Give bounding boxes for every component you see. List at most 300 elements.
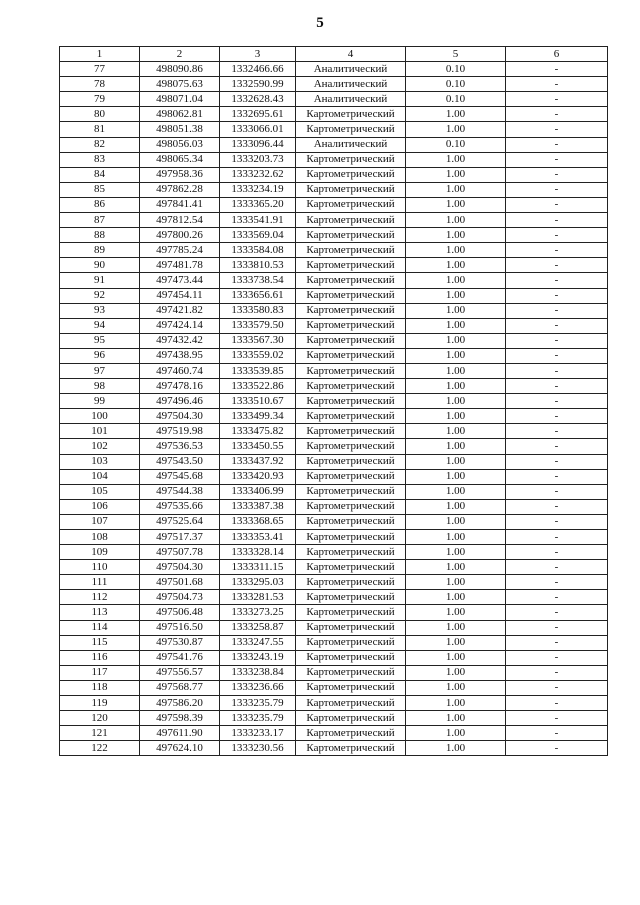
note-cell: - [506, 288, 608, 303]
accuracy-cell: 1.00 [406, 711, 506, 726]
method-cell: Картометрический [296, 318, 406, 333]
table-row [60, 167, 608, 182]
x-coordinate-cell: 497516.50 [140, 620, 220, 635]
y-coordinate-cell: 1333539.85 [220, 363, 296, 378]
table-row [60, 197, 608, 212]
x-coordinate-cell: 497504.30 [140, 409, 220, 424]
point-number-cell: 90 [60, 258, 140, 273]
x-coordinate-cell: 497506.48 [140, 605, 220, 620]
note-cell: - [506, 348, 608, 363]
y-coordinate-cell: 1333584.08 [220, 243, 296, 258]
x-coordinate-cell: 498071.04 [140, 92, 220, 107]
y-coordinate-cell: 1333510.67 [220, 394, 296, 409]
point-number-cell: 101 [60, 424, 140, 439]
method-cell: Картометрический [296, 499, 406, 514]
y-coordinate-cell: 1332466.66 [220, 62, 296, 77]
x-coordinate-cell: 497535.66 [140, 499, 220, 514]
note-cell: - [506, 213, 608, 228]
note-cell: - [506, 92, 608, 107]
point-number-cell: 98 [60, 379, 140, 394]
accuracy-cell: 1.00 [406, 454, 506, 469]
x-coordinate-cell: 498090.86 [140, 62, 220, 77]
column-header-1: 1 [60, 47, 140, 62]
x-coordinate-cell: 497481.78 [140, 258, 220, 273]
page-number: 5 [316, 15, 324, 31]
method-cell: Картометрический [296, 409, 406, 424]
point-number-cell: 87 [60, 213, 140, 228]
note-cell: - [506, 469, 608, 484]
point-number-cell: 122 [60, 741, 140, 756]
x-coordinate-cell: 497624.10 [140, 741, 220, 756]
accuracy-cell: 1.00 [406, 424, 506, 439]
y-coordinate-cell: 1333420.93 [220, 469, 296, 484]
table-row [60, 620, 608, 635]
method-cell: Картометрический [296, 665, 406, 680]
method-cell: Аналитический [296, 62, 406, 77]
x-coordinate-cell: 497800.26 [140, 228, 220, 243]
y-coordinate-cell: 1333235.79 [220, 696, 296, 711]
point-number-cell: 112 [60, 590, 140, 605]
point-number-cell: 109 [60, 545, 140, 560]
note-cell: - [506, 303, 608, 318]
y-coordinate-cell: 1332695.61 [220, 107, 296, 122]
point-number-cell: 86 [60, 197, 140, 212]
y-coordinate-cell: 1333243.19 [220, 650, 296, 665]
method-cell: Картометрический [296, 560, 406, 575]
x-coordinate-cell: 497473.44 [140, 273, 220, 288]
table-row [60, 182, 608, 197]
x-coordinate-cell: 497598.39 [140, 711, 220, 726]
accuracy-cell: 1.00 [406, 197, 506, 212]
table-row [60, 560, 608, 575]
y-coordinate-cell: 1333738.54 [220, 273, 296, 288]
note-cell: - [506, 635, 608, 650]
y-coordinate-cell: 1333233.17 [220, 726, 296, 741]
accuracy-cell: 1.00 [406, 650, 506, 665]
y-coordinate-cell: 1333406.99 [220, 484, 296, 499]
method-cell: Картометрический [296, 333, 406, 348]
table-row [60, 635, 608, 650]
accuracy-cell: 0.10 [406, 62, 506, 77]
y-coordinate-cell: 1333230.56 [220, 741, 296, 756]
table-row [60, 605, 608, 620]
method-cell: Картометрический [296, 635, 406, 650]
y-coordinate-cell: 1333580.83 [220, 303, 296, 318]
note-cell: - [506, 711, 608, 726]
point-number-cell: 79 [60, 92, 140, 107]
accuracy-cell: 1.00 [406, 545, 506, 560]
table-row [60, 454, 608, 469]
method-cell: Картометрический [296, 575, 406, 590]
x-coordinate-cell: 497862.28 [140, 182, 220, 197]
accuracy-cell: 1.00 [406, 363, 506, 378]
y-coordinate-cell: 1333656.61 [220, 288, 296, 303]
note-cell: - [506, 530, 608, 545]
accuracy-cell: 1.00 [406, 258, 506, 273]
point-number-cell: 110 [60, 560, 140, 575]
method-cell: Картометрический [296, 680, 406, 695]
method-cell: Картометрический [296, 348, 406, 363]
method-cell: Картометрический [296, 605, 406, 620]
note-cell: - [506, 333, 608, 348]
accuracy-cell: 1.00 [406, 726, 506, 741]
method-cell: Картометрический [296, 620, 406, 635]
table-row [60, 499, 608, 514]
x-coordinate-cell: 497454.11 [140, 288, 220, 303]
method-cell: Картометрический [296, 394, 406, 409]
note-cell: - [506, 424, 608, 439]
table-row [60, 243, 608, 258]
note-cell: - [506, 258, 608, 273]
table-row [60, 288, 608, 303]
accuracy-cell: 1.00 [406, 152, 506, 167]
note-cell: - [506, 228, 608, 243]
accuracy-cell: 1.00 [406, 665, 506, 680]
table-row [60, 484, 608, 499]
point-number-cell: 82 [60, 137, 140, 152]
x-coordinate-cell: 497525.64 [140, 514, 220, 529]
point-number-cell: 92 [60, 288, 140, 303]
table-body [60, 62, 608, 756]
accuracy-cell: 0.10 [406, 137, 506, 152]
table-row [60, 726, 608, 741]
y-coordinate-cell: 1333281.53 [220, 590, 296, 605]
y-coordinate-cell: 1333541.91 [220, 213, 296, 228]
x-coordinate-cell: 498051.38 [140, 122, 220, 137]
point-number-cell: 119 [60, 696, 140, 711]
point-number-cell: 96 [60, 348, 140, 363]
note-cell: - [506, 484, 608, 499]
accuracy-cell: 1.00 [406, 107, 506, 122]
table-row [60, 318, 608, 333]
method-cell: Картометрический [296, 711, 406, 726]
note-cell: - [506, 575, 608, 590]
note-cell: - [506, 243, 608, 258]
note-cell: - [506, 680, 608, 695]
method-cell: Картометрический [296, 439, 406, 454]
accuracy-cell: 1.00 [406, 605, 506, 620]
y-coordinate-cell: 1333569.04 [220, 228, 296, 243]
method-cell: Картометрический [296, 273, 406, 288]
table-row [60, 514, 608, 529]
point-number-cell: 118 [60, 680, 140, 695]
column-header-3: 3 [220, 47, 296, 62]
method-cell: Картометрический [296, 122, 406, 137]
x-coordinate-cell: 497586.20 [140, 696, 220, 711]
x-coordinate-cell: 497421.82 [140, 303, 220, 318]
method-cell: Картометрический [296, 258, 406, 273]
note-cell: - [506, 122, 608, 137]
column-header-4: 4 [296, 47, 406, 62]
x-coordinate-cell: 497611.90 [140, 726, 220, 741]
table-row [60, 469, 608, 484]
accuracy-cell: 1.00 [406, 680, 506, 695]
note-cell: - [506, 137, 608, 152]
note-cell: - [506, 560, 608, 575]
point-number-cell: 116 [60, 650, 140, 665]
accuracy-cell: 1.00 [406, 696, 506, 711]
method-cell: Картометрический [296, 590, 406, 605]
table-row [60, 77, 608, 92]
accuracy-cell: 1.00 [406, 635, 506, 650]
point-number-cell: 78 [60, 77, 140, 92]
method-cell: Картометрический [296, 545, 406, 560]
note-cell: - [506, 167, 608, 182]
accuracy-cell: 1.00 [406, 348, 506, 363]
point-number-cell: 89 [60, 243, 140, 258]
y-coordinate-cell: 1333365.20 [220, 197, 296, 212]
accuracy-cell: 1.00 [406, 514, 506, 529]
x-coordinate-cell: 497496.46 [140, 394, 220, 409]
y-coordinate-cell: 1333234.19 [220, 182, 296, 197]
accuracy-cell: 0.10 [406, 92, 506, 107]
note-cell: - [506, 499, 608, 514]
x-coordinate-cell: 497460.74 [140, 363, 220, 378]
y-coordinate-cell: 1333559.02 [220, 348, 296, 363]
method-cell: Картометрический [296, 530, 406, 545]
point-number-cell: 85 [60, 182, 140, 197]
table-row [60, 409, 608, 424]
point-number-cell: 105 [60, 484, 140, 499]
y-coordinate-cell: 1333295.03 [220, 575, 296, 590]
note-cell: - [506, 726, 608, 741]
y-coordinate-cell: 1333810.53 [220, 258, 296, 273]
method-cell: Картометрический [296, 167, 406, 182]
y-coordinate-cell: 1333273.25 [220, 605, 296, 620]
note-cell: - [506, 605, 608, 620]
point-number-cell: 117 [60, 665, 140, 680]
table-row [60, 213, 608, 228]
point-number-cell: 121 [60, 726, 140, 741]
x-coordinate-cell: 498062.81 [140, 107, 220, 122]
y-coordinate-cell: 1333522.86 [220, 379, 296, 394]
table-row [60, 696, 608, 711]
table-row [60, 152, 608, 167]
accuracy-cell: 1.00 [406, 409, 506, 424]
accuracy-cell: 1.00 [406, 318, 506, 333]
method-cell: Аналитический [296, 137, 406, 152]
x-coordinate-cell: 497507.78 [140, 545, 220, 560]
table-row [60, 424, 608, 439]
note-cell: - [506, 696, 608, 711]
x-coordinate-cell: 497530.87 [140, 635, 220, 650]
y-coordinate-cell: 1333235.79 [220, 711, 296, 726]
accuracy-cell: 1.00 [406, 303, 506, 318]
table-row [60, 228, 608, 243]
method-cell: Картометрический [296, 514, 406, 529]
note-cell: - [506, 107, 608, 122]
accuracy-cell: 1.00 [406, 499, 506, 514]
point-number-cell: 100 [60, 409, 140, 424]
point-number-cell: 97 [60, 363, 140, 378]
y-coordinate-cell: 1333450.55 [220, 439, 296, 454]
column-header-5: 5 [406, 47, 506, 62]
note-cell: - [506, 545, 608, 560]
x-coordinate-cell: 497568.77 [140, 680, 220, 695]
x-coordinate-cell: 497424.14 [140, 318, 220, 333]
column-header-2: 2 [140, 47, 220, 62]
accuracy-cell: 1.00 [406, 243, 506, 258]
table-row [60, 122, 608, 137]
method-cell: Картометрический [296, 424, 406, 439]
point-number-cell: 77 [60, 62, 140, 77]
method-cell: Картометрический [296, 243, 406, 258]
accuracy-cell: 0.10 [406, 77, 506, 92]
y-coordinate-cell: 1333236.66 [220, 680, 296, 695]
method-cell: Картометрический [296, 288, 406, 303]
point-number-cell: 95 [60, 333, 140, 348]
table-row [60, 348, 608, 363]
y-coordinate-cell: 1333353.41 [220, 530, 296, 545]
note-cell: - [506, 665, 608, 680]
y-coordinate-cell: 1333247.55 [220, 635, 296, 650]
x-coordinate-cell: 497812.54 [140, 213, 220, 228]
x-coordinate-cell: 497841.41 [140, 197, 220, 212]
x-coordinate-cell: 497504.73 [140, 590, 220, 605]
y-coordinate-cell: 1333311.15 [220, 560, 296, 575]
table-row [60, 575, 608, 590]
method-cell: Картометрический [296, 363, 406, 378]
note-cell: - [506, 379, 608, 394]
note-cell: - [506, 318, 608, 333]
table-row [60, 333, 608, 348]
accuracy-cell: 1.00 [406, 484, 506, 499]
x-coordinate-cell: 497536.53 [140, 439, 220, 454]
table-row [60, 273, 608, 288]
y-coordinate-cell: 1333203.73 [220, 152, 296, 167]
method-cell: Картометрический [296, 213, 406, 228]
accuracy-cell: 1.00 [406, 379, 506, 394]
method-cell: Картометрический [296, 228, 406, 243]
table-row [60, 741, 608, 756]
accuracy-cell: 1.00 [406, 122, 506, 137]
y-coordinate-cell: 1333066.01 [220, 122, 296, 137]
note-cell: - [506, 182, 608, 197]
y-coordinate-cell: 1333567.30 [220, 333, 296, 348]
point-number-cell: 113 [60, 605, 140, 620]
accuracy-cell: 1.00 [406, 439, 506, 454]
table-row [60, 590, 608, 605]
y-coordinate-cell: 1333328.14 [220, 545, 296, 560]
header-row [60, 47, 608, 62]
y-coordinate-cell: 1333499.34 [220, 409, 296, 424]
accuracy-cell: 1.00 [406, 575, 506, 590]
x-coordinate-cell: 497517.37 [140, 530, 220, 545]
accuracy-cell: 1.00 [406, 167, 506, 182]
x-coordinate-cell: 497478.16 [140, 379, 220, 394]
method-cell: Картометрический [296, 484, 406, 499]
point-number-cell: 108 [60, 530, 140, 545]
accuracy-cell: 1.00 [406, 228, 506, 243]
table-row [60, 258, 608, 273]
table-row [60, 439, 608, 454]
method-cell: Картометрический [296, 379, 406, 394]
table-row [60, 62, 608, 77]
y-coordinate-cell: 1333579.50 [220, 318, 296, 333]
table-row [60, 137, 608, 152]
point-number-cell: 106 [60, 499, 140, 514]
point-number-cell: 84 [60, 167, 140, 182]
x-coordinate-cell: 498075.63 [140, 77, 220, 92]
point-number-cell: 103 [60, 454, 140, 469]
note-cell: - [506, 77, 608, 92]
table-row [60, 711, 608, 726]
y-coordinate-cell: 1333232.62 [220, 167, 296, 182]
y-coordinate-cell: 1333437.92 [220, 454, 296, 469]
x-coordinate-cell: 497501.68 [140, 575, 220, 590]
accuracy-cell: 1.00 [406, 530, 506, 545]
point-number-cell: 99 [60, 394, 140, 409]
point-number-cell: 114 [60, 620, 140, 635]
table-row [60, 650, 608, 665]
x-coordinate-cell: 497541.76 [140, 650, 220, 665]
accuracy-cell: 1.00 [406, 469, 506, 484]
y-coordinate-cell: 1333387.38 [220, 499, 296, 514]
y-coordinate-cell: 1332628.43 [220, 92, 296, 107]
point-number-cell: 93 [60, 303, 140, 318]
accuracy-cell: 1.00 [406, 273, 506, 288]
note-cell: - [506, 620, 608, 635]
point-number-cell: 91 [60, 273, 140, 288]
table-header [60, 47, 608, 62]
table-row [60, 394, 608, 409]
note-cell: - [506, 650, 608, 665]
x-coordinate-cell: 497438.95 [140, 348, 220, 363]
y-coordinate-cell: 1333096.44 [220, 137, 296, 152]
accuracy-cell: 1.00 [406, 333, 506, 348]
accuracy-cell: 1.00 [406, 213, 506, 228]
x-coordinate-cell: 497545.68 [140, 469, 220, 484]
y-coordinate-cell: 1333258.87 [220, 620, 296, 635]
note-cell: - [506, 409, 608, 424]
x-coordinate-cell: 497543.50 [140, 454, 220, 469]
table-row [60, 379, 608, 394]
point-number-cell: 94 [60, 318, 140, 333]
x-coordinate-cell: 497432.42 [140, 333, 220, 348]
method-cell: Картометрический [296, 726, 406, 741]
method-cell: Картометрический [296, 741, 406, 756]
x-coordinate-cell: 497504.30 [140, 560, 220, 575]
point-number-cell: 83 [60, 152, 140, 167]
method-cell: Картометрический [296, 469, 406, 484]
note-cell: - [506, 741, 608, 756]
x-coordinate-cell: 498065.34 [140, 152, 220, 167]
accuracy-cell: 1.00 [406, 741, 506, 756]
table-row [60, 680, 608, 695]
note-cell: - [506, 62, 608, 77]
table-row [60, 665, 608, 680]
table-row [60, 545, 608, 560]
accuracy-cell: 1.00 [406, 560, 506, 575]
coordinates-table [59, 46, 608, 756]
method-cell: Картометрический [296, 303, 406, 318]
x-coordinate-cell: 497958.36 [140, 167, 220, 182]
accuracy-cell: 1.00 [406, 288, 506, 303]
table-row [60, 303, 608, 318]
note-cell: - [506, 273, 608, 288]
point-number-cell: 104 [60, 469, 140, 484]
method-cell: Картометрический [296, 650, 406, 665]
table-row [60, 92, 608, 107]
method-cell: Картометрический [296, 152, 406, 167]
note-cell: - [506, 363, 608, 378]
method-cell: Аналитический [296, 77, 406, 92]
table-row [60, 363, 608, 378]
method-cell: Картометрический [296, 197, 406, 212]
table-row [60, 107, 608, 122]
note-cell: - [506, 590, 608, 605]
y-coordinate-cell: 1333368.65 [220, 514, 296, 529]
